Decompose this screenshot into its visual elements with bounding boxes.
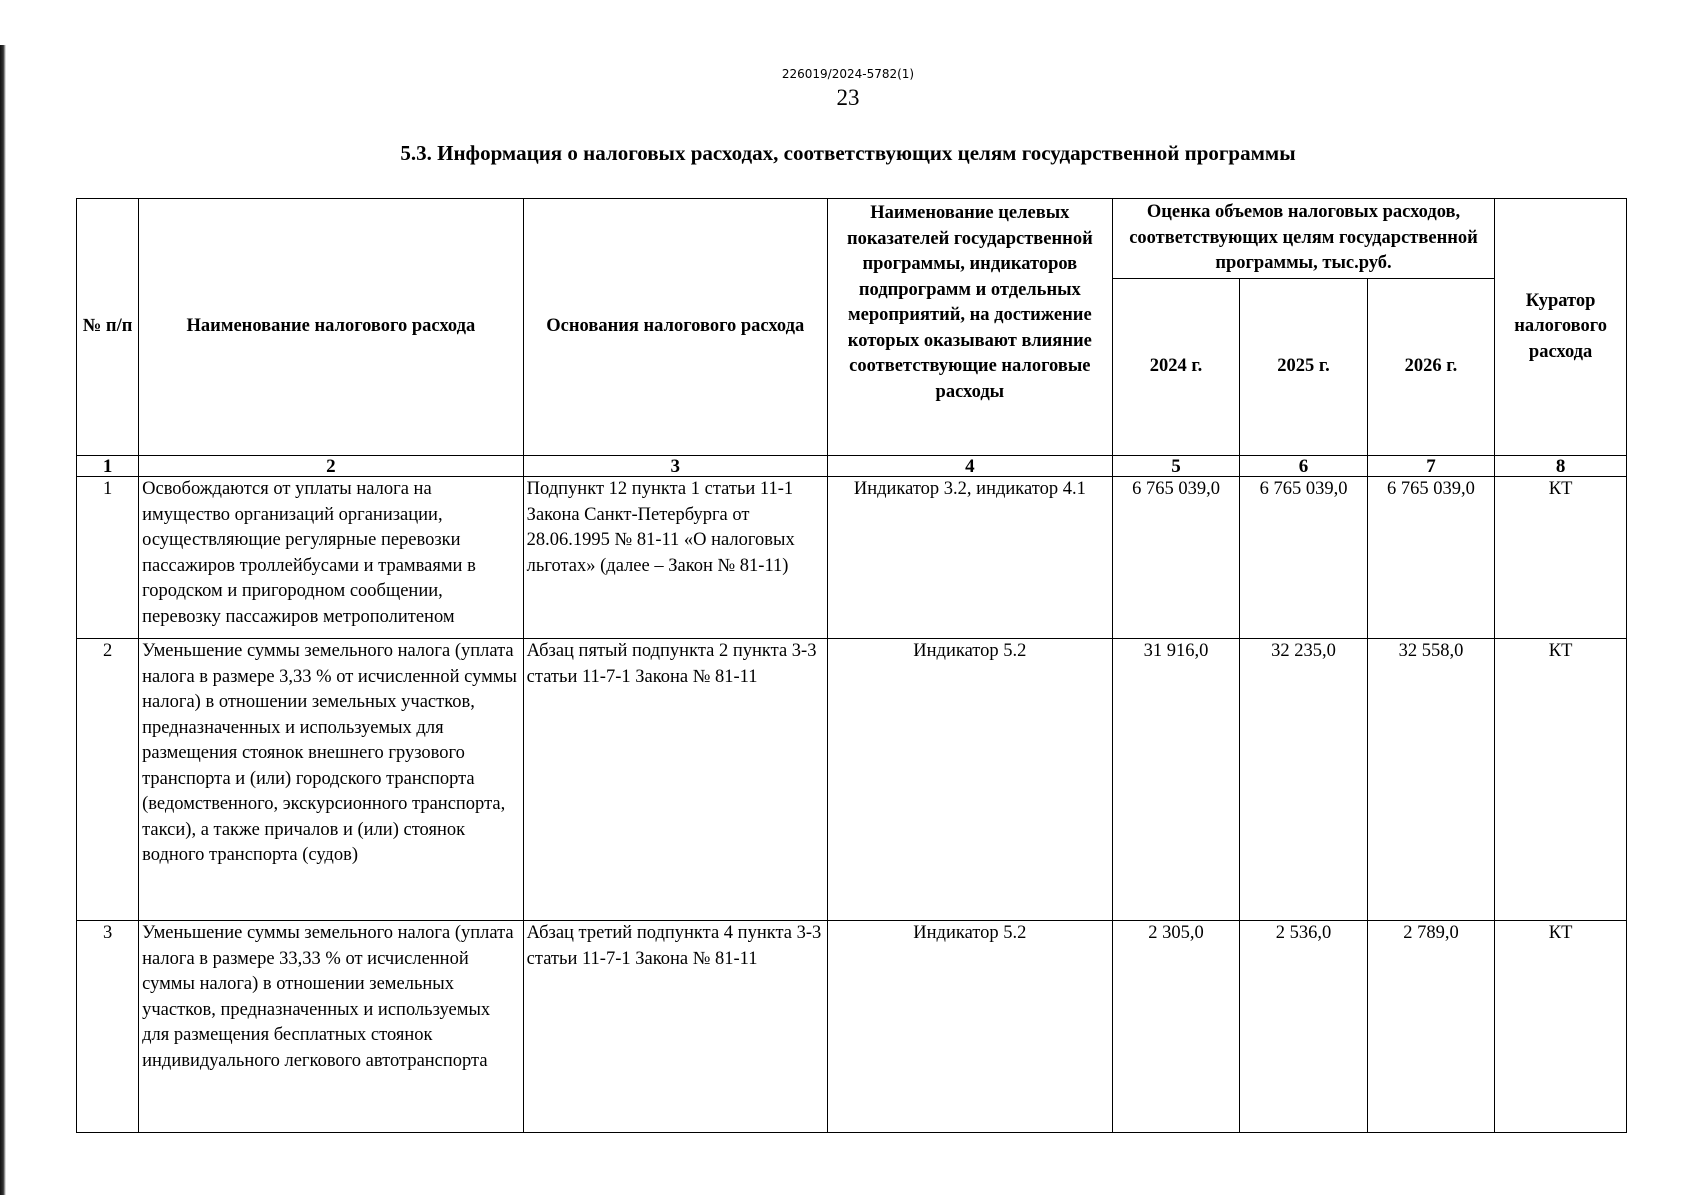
tax-expenditure-name: Освобождаются от уплаты налога на имущество организаций организации, осуществляющие регулярные перевозки пассажиров троллейбусами и трамваями в городском и пригородном сообщении, перевозку пассажиров метрополитеном xyxy=(139,477,524,639)
column-numbers-row xyxy=(77,456,1627,477)
page-title: 5.3. Информация о налоговых расходах, соответствующих целям государственной программы xyxy=(400,141,1296,165)
document-id: 226019/2024-5782(1) xyxy=(781,67,915,81)
column-number: 3 xyxy=(523,456,827,477)
curator: КТ xyxy=(1495,477,1627,639)
target-indicators: Индикатор 5.2 xyxy=(827,921,1112,1133)
curator: КТ xyxy=(1495,921,1627,1133)
tax-expenditure-basis: Абзац пятый подпункта 2 пункта 3-3 статьи 11-7-1 Закона № 81-11 xyxy=(523,639,827,921)
estimate-2024: 2 305,0 xyxy=(1112,921,1239,1133)
target-indicators: Индикатор 3.2, индикатор 4.1 xyxy=(827,477,1112,639)
tax-expenditure-basis: Абзац третий подпункта 4 пункта 3-3 статьи 11-7-1 Закона № 81-11 xyxy=(523,921,827,1133)
estimate-2026: 2 789,0 xyxy=(1367,921,1494,1133)
header-indicators: Наименование целевых показателей государственной программы, индикаторов подпрограмм и отдельных мероприятий, на достижение которых оказывают влияние соответствующие налоговые расходы xyxy=(827,199,1112,456)
curator: КТ xyxy=(1495,639,1627,921)
tax-expenditure-name: Уменьшение суммы земельного налога (уплата налога в размере 3,33 % от исчисленной суммы налога) в отношении земельных участков, предназначенных и используемых для размещения стоянок внешнего грузового транспорта и (или) городского транспорта (ведомственного, экскурсионного транспорта, такси), а также причалов и (или) стоянок водного транспорта (судов) xyxy=(139,639,524,921)
header-estimate: Оценка объемов налоговых расходов, соответствующих целям государственной программы, тыс.руб. xyxy=(1112,199,1494,279)
header-curator: Куратор налогового расхода xyxy=(1495,199,1627,456)
row-number: 3 xyxy=(77,921,139,1133)
column-number: 1 xyxy=(77,456,139,477)
header-year-2025: 2025 г. xyxy=(1240,279,1367,456)
estimate-2025: 6 765 039,0 xyxy=(1240,477,1367,639)
estimate-2024: 6 765 039,0 xyxy=(1112,477,1239,639)
header-year-2024: 2024 г. xyxy=(1112,279,1239,456)
scan-shadow-edge xyxy=(0,45,6,1195)
table-row xyxy=(77,639,1627,921)
column-number: 2 xyxy=(139,456,524,477)
tax-expenditure-name: Уменьшение суммы земельного налога (уплата налога в размере 33,33 % от исчисленной суммы налога) в отношении земельных участков, предназначенных и используемых для размещения бесплатных стоянок индивидуального легкового автотранспорта xyxy=(139,921,524,1133)
estimate-2025: 2 536,0 xyxy=(1240,921,1367,1133)
column-number: 4 xyxy=(827,456,1112,477)
estimate-2026: 32 558,0 xyxy=(1367,639,1494,921)
estimate-2024: 31 916,0 xyxy=(1112,639,1239,921)
header-name: Наименование налогового расхода xyxy=(139,199,524,456)
header-row xyxy=(77,199,1627,279)
column-number: 6 xyxy=(1240,456,1367,477)
column-number: 8 xyxy=(1495,456,1627,477)
estimate-2026: 6 765 039,0 xyxy=(1367,477,1494,639)
estimate-2025: 32 235,0 xyxy=(1240,639,1367,921)
tax-expenditure-basis: Подпункт 12 пункта 1 статьи 11-1 Закона Санкт-Петербурга от 28.06.1995 № 81-11 «О налоговых льготах» (далее – Закон № 81-11) xyxy=(523,477,827,639)
row-number: 2 xyxy=(77,639,139,921)
header-year-2026: 2026 г. xyxy=(1367,279,1494,456)
page-number: 23 xyxy=(836,85,860,110)
table-row xyxy=(77,921,1627,1133)
column-number: 7 xyxy=(1367,456,1494,477)
header-number: № п/п xyxy=(77,199,139,456)
tax-expenditures-table xyxy=(76,198,1627,1133)
row-number: 1 xyxy=(77,477,139,639)
header-basis: Основания налогового расхода xyxy=(523,199,827,456)
table-row xyxy=(77,477,1627,639)
target-indicators: Индикатор 5.2 xyxy=(827,639,1112,921)
column-number: 5 xyxy=(1112,456,1239,477)
